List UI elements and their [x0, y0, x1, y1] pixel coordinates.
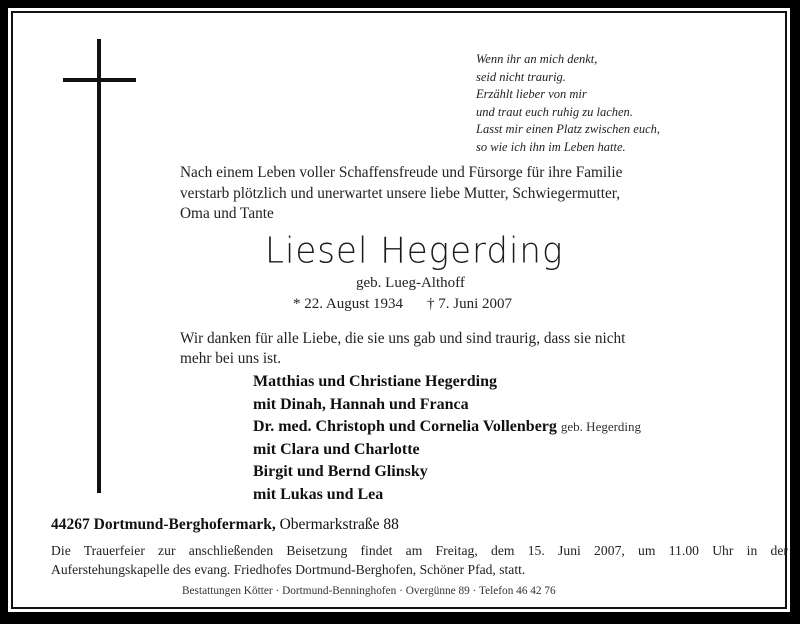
poem-line: Erzählt lieber von mir: [476, 87, 587, 102]
intro-text: [180, 163, 780, 225]
mourner-line: Matthias und Christiane Hegerding: [253, 373, 498, 390]
poem: [476, 51, 660, 157]
deceased-name: Liesel Hegerding: [265, 230, 564, 272]
mourner-line: mit Lukas und Lea: [253, 485, 384, 503]
poem-line: Lasst mir einen Platz zwischen euch,: [476, 122, 661, 137]
mourner-maiden-name: geb. Hegerding: [560, 419, 642, 434]
poem-line: und traut euch ruhig zu lachen.: [476, 104, 633, 119]
mourner-line: Dr. med. Christoph und Cornelia Vollenberg geb. Hegerding: [253, 418, 642, 435]
cross-icon-vertical-bar: [97, 39, 101, 493]
intro-line: Oma und Tante: [180, 205, 274, 222]
family-address: [51, 516, 399, 534]
address-city: 44267 Dortmund-Berghofermark,: [51, 516, 276, 533]
birth-date: * 22. August 1934: [293, 296, 404, 312]
thanks-text: [180, 329, 625, 369]
maiden-name: geb. Lueg-Althoff: [356, 275, 465, 291]
thanks-line: mehr bei uns ist.: [180, 350, 282, 367]
mourner-line: Birgit und Bernd Glinsky: [253, 463, 428, 480]
mourner-line: mit Dinah, Hannah und Franca: [253, 395, 469, 413]
thanks-line: Wir danken für alle Liebe, die sie uns gab und sind traurig, dass sie nicht: [180, 330, 626, 347]
intro-line: Nach einem Leben voller Schaffensfreude und Fürsorge für ihre Familie: [180, 164, 623, 181]
poem-line: Wenn ihr an mich denkt,: [476, 52, 598, 66]
poem-line: so wie ich ihn im Leben hatte.: [476, 139, 626, 154]
intro-line: verstarb plötzlich und unerwartet unsere liebe Mutter, Schwiegermutter,: [180, 184, 621, 202]
cross-icon-horizontal-bar: [63, 78, 136, 82]
funeral-info: [51, 541, 791, 579]
funeral-line: Auferstehungskapelle des evang. Friedhofes Dortmund-Berghofen, Schöner Pfad, statt.: [51, 562, 526, 577]
notice-outer-frame: [8, 8, 790, 612]
poem-line: seid nicht traurig.: [476, 69, 566, 84]
mourners-list: [253, 371, 641, 506]
notice-inner-frame: [11, 11, 787, 609]
mourner-line: mit Clara und Charlotte: [253, 440, 420, 458]
life-dates: [293, 296, 512, 313]
funeral-line: Die Trauerfeier zur anschließenden Beisetzung findet am Freitag, dem 15. Juni 2007, um 11.00 Uhr in der: [51, 543, 788, 558]
address-street: Obermarkstraße 88: [279, 516, 399, 533]
undertaker-footer: Bestattungen Kötter · Dortmund-Benninghofen · Overgünne 89 · Telefon 46 42 76: [182, 585, 556, 597]
death-date: † 7. Juni 2007: [427, 296, 513, 312]
